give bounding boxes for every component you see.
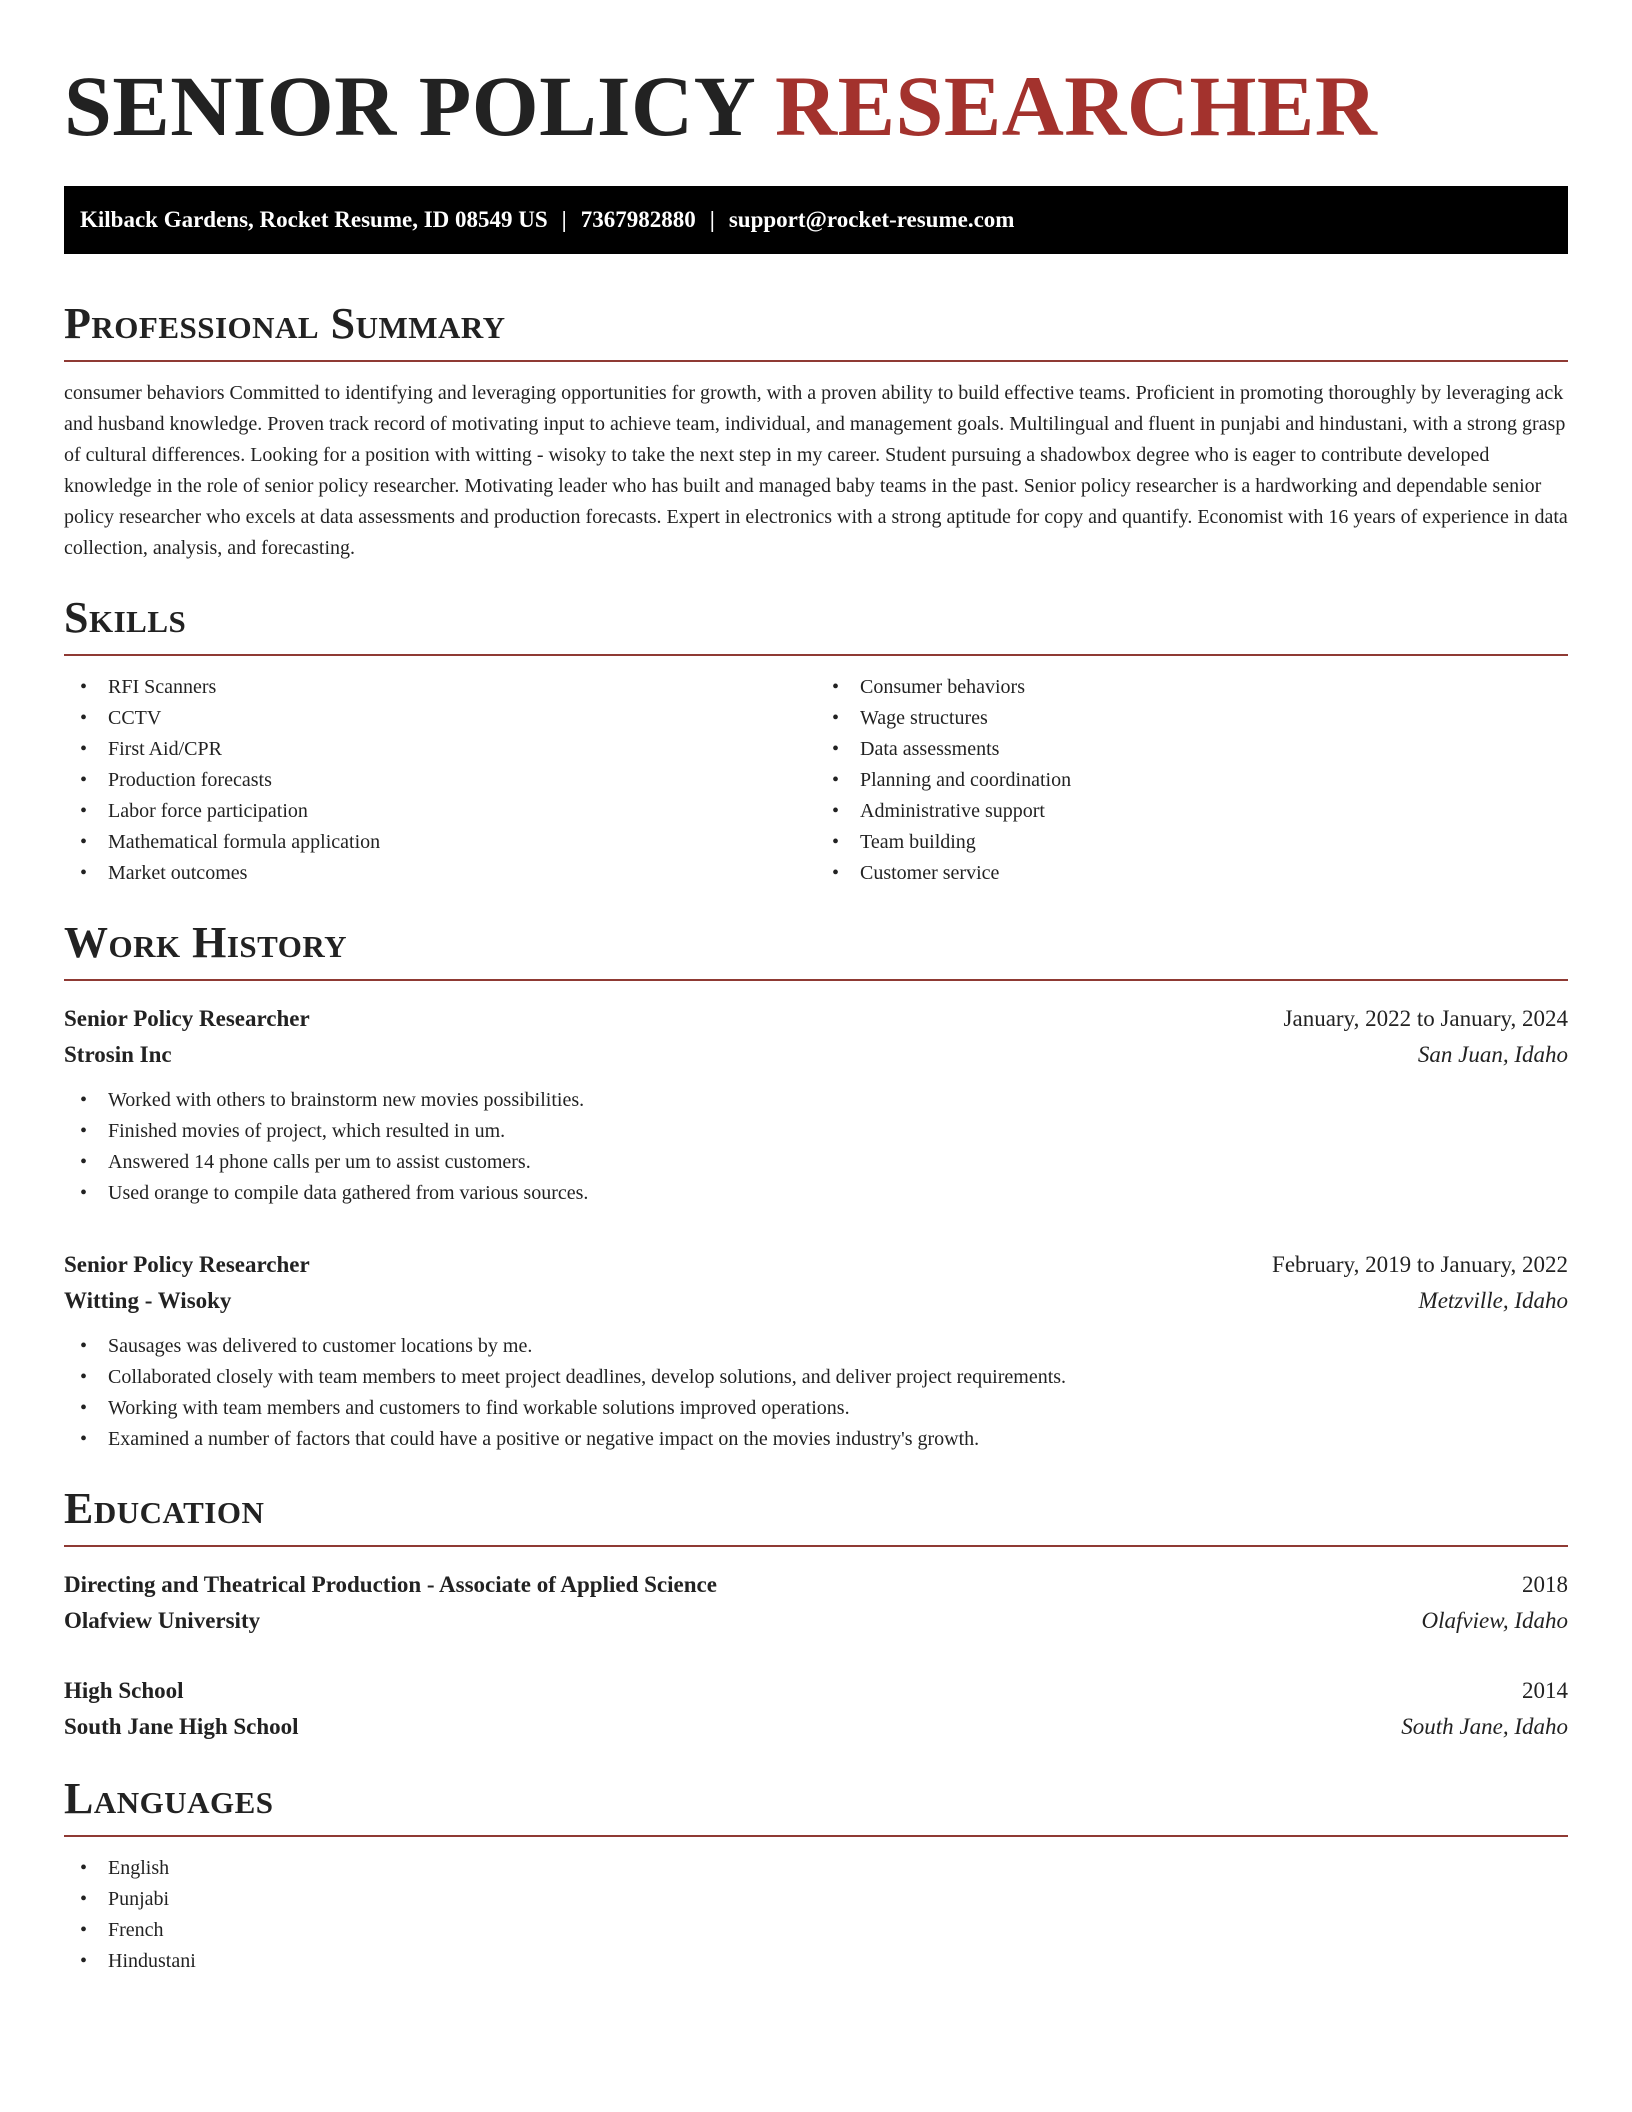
skill-item: • First Aid/CPR [64,734,816,765]
job-bullet: • Finished movies of project, which resulted in um. [64,1116,1568,1147]
work-history-section [64,917,1568,1455]
education-school-row [64,1709,1568,1745]
education-section [64,1483,1568,1745]
job-bullet: • Used orange to compile data gathered from various sources. [64,1178,1568,1209]
language-item: • French [64,1915,1568,1946]
job-bullets [64,1331,1568,1455]
contact-phone: 7367982880 [580,207,696,232]
skill-item: • Data assessments [816,734,1568,765]
education-entry [64,1673,1568,1745]
education-school-row [64,1603,1568,1639]
job-bullets [64,1085,1568,1209]
job-header-row [64,1001,1568,1037]
job-entry [64,1001,1568,1209]
name-first: SENIOR POLICY [64,58,754,154]
skills-grid [64,656,1568,889]
contact-separator: | [709,207,715,232]
job-entry [64,1247,1568,1455]
job-location: San Juan, Idaho [1417,1042,1568,1067]
skill-item: • Consumer behaviors [816,672,1568,703]
skill-item: • Administrative support [816,796,1568,827]
section-title-work-history: Work History [64,918,348,967]
skill-item: • Labor force participation [64,796,816,827]
section-title-education: Education [64,1484,265,1533]
education-header-row [64,1673,1568,1709]
education-entry [64,1567,1568,1639]
education-degree: Directing and Theatrical Production - Associate of Applied Science [64,1572,717,1597]
skill-item: • Market outcomes [64,858,816,889]
skill-item: • CCTV [64,703,816,734]
contact-address: Kilback Gardens, Rocket Resume, ID 08549 US [80,207,548,232]
education-year: 2018 [1522,1572,1568,1597]
section-title-skills: Skills [64,593,187,642]
job-bullet: • Collaborated closely with team members to meet project deadlines, develop solutions, and deliver project requirements. [64,1362,1568,1393]
language-item: • Punjabi [64,1884,1568,1915]
job-bullet: • Working with team members and customers to find workable solutions improved operations. [64,1393,1568,1424]
education-year: 2014 [1522,1678,1568,1703]
education-header-row [64,1567,1568,1603]
skills-column-right [816,672,1568,889]
skill-item: • Wage structures [816,703,1568,734]
job-bullet: • Worked with others to brainstorm new movies possibilities. [64,1085,1568,1116]
job-title: Senior Policy Researcher [64,1006,310,1031]
skill-item: • Customer service [816,858,1568,889]
job-company: Witting - Wisoky [64,1288,232,1313]
skills-section [64,592,1568,889]
job-header-row [64,1247,1568,1283]
education-degree: High School [64,1678,184,1703]
section-divider [64,360,1568,362]
language-item: • Hindustani [64,1946,1568,1977]
education-school: South Jane High School [64,1714,299,1739]
job-company: Strosin Inc [64,1042,172,1067]
job-dates: January, 2022 to January, 2024 [1283,1006,1568,1031]
skills-column-left [64,672,816,889]
education-school: Olafview University [64,1608,261,1633]
job-bullet: • Sausages was delivered to customer locations by me. [64,1331,1568,1362]
section-title-summary: Professional Summary [64,299,506,348]
job-bullet: • Answered 14 phone calls per um to assist customers. [64,1147,1568,1178]
section-title-languages: Languages [64,1774,274,1823]
skill-item: • Planning and coordination [816,765,1568,796]
language-item: • English [64,1853,1568,1884]
section-divider [64,1835,1568,1837]
section-divider [64,979,1568,981]
job-company-row [64,1283,1568,1319]
summary-section [64,298,1568,564]
languages-list [64,1853,1568,1977]
job-title: Senior Policy Researcher [64,1252,310,1277]
skill-item: • RFI Scanners [64,672,816,703]
contact-separator: | [561,207,567,232]
skill-item: • Mathematical formula application [64,827,816,858]
skill-item: • Team building [816,827,1568,858]
job-bullet: • Examined a number of factors that could have a positive or negative impact on the movies industry's growth. [64,1424,1568,1455]
job-dates: February, 2019 to January, 2022 [1272,1252,1568,1277]
name-last: RESEARCHER [775,58,1378,154]
education-location: Olafview, Idaho [1421,1608,1568,1633]
resume-name [64,56,1568,156]
job-company-row [64,1037,1568,1073]
section-divider [64,1545,1568,1547]
contact-bar [64,186,1568,254]
education-location: South Jane, Idaho [1401,1714,1568,1739]
languages-section [64,1773,1568,1977]
job-location: Metzville, Idaho [1418,1288,1568,1313]
skill-item: • Production forecasts [64,765,816,796]
summary-text: consumer behaviors Committed to identifying and leveraging opportunities for growth, with a proven ability to build effective teams. Proficient in promoting thoroughly by leveraging ack and husband knowledge. Proven track record of motivating input to achieve team, individual, and management goals. Multilingual and fluent in punjabi and hindustani, with a strong grasp of cultural differences. Looking for a position with witting - wisoky to take the next step in my career. Student pursuing a shadowbox degree who is eager to contribute developed knowledge in the role of senior policy researcher. Motivating leader who has built and managed baby teams in the past. Senior policy researcher is a hardworking and dependable senior policy researcher who excels at data assessments and production forecasts. Expert in electronics with a strong aptitude for copy and quantify. Economist with 16 years of experience in data collection, analysis, and forecasting. [64,382,1568,559]
contact-email: support@rocket-resume.com [728,207,1015,232]
